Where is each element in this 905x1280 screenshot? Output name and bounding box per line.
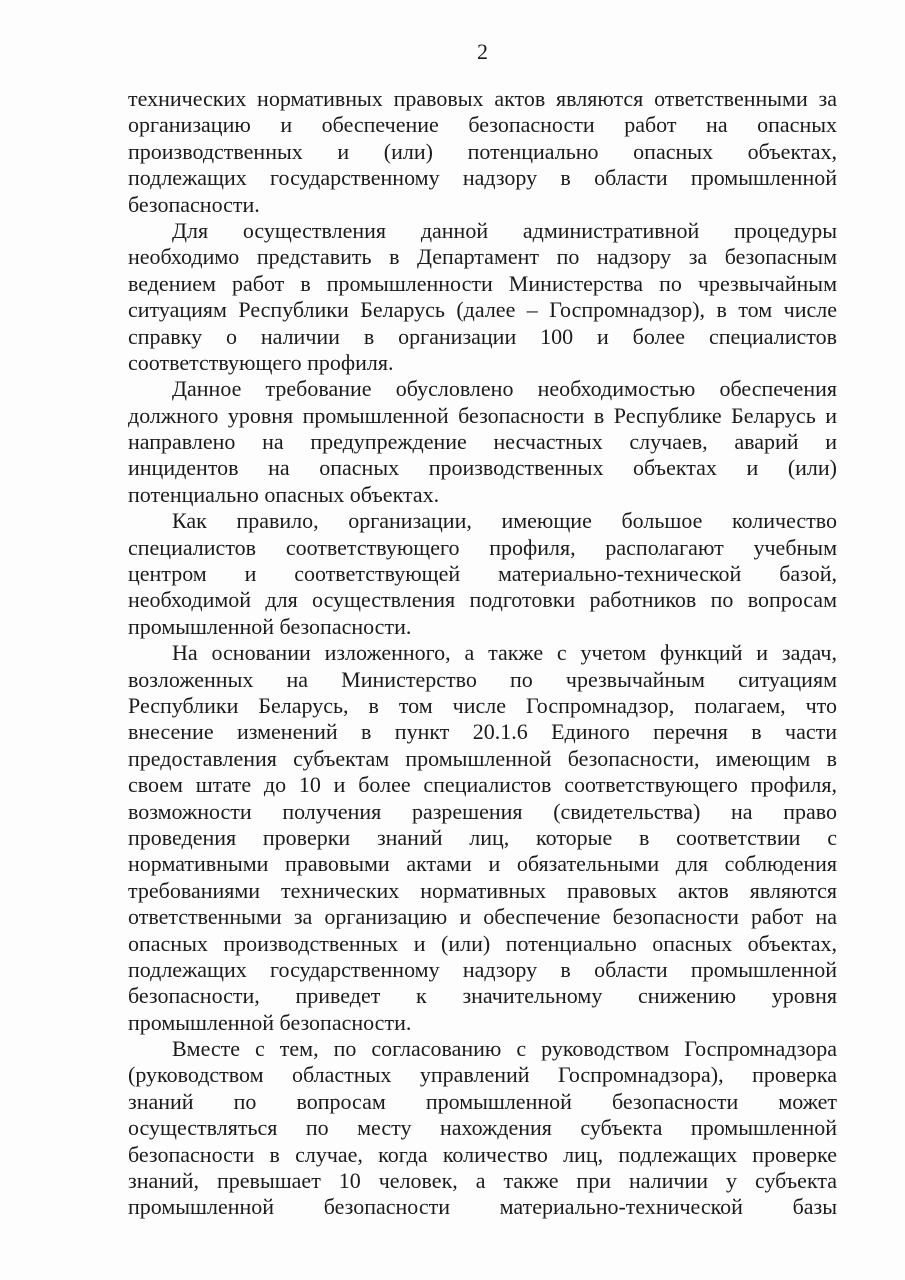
text-line: требованиями технических нормативных правовых актов являются bbox=[128, 877, 837, 903]
text-line: ситуациям Республики Беларусь (далее – Госпромнадзор), в том числе bbox=[128, 297, 837, 323]
paragraph-3 bbox=[128, 376, 837, 508]
text-line: направлено на предупреждение несчастных случаев, аварий и bbox=[128, 429, 837, 455]
paragraph-6 bbox=[128, 1036, 837, 1221]
text-line: промышленной безопасности. bbox=[128, 613, 412, 639]
text-line: ответственными за организацию и обеспечение безопасности работ на bbox=[128, 904, 837, 930]
text-line: предоставления субъектам промышленной безопасности, имеющим в bbox=[128, 745, 837, 771]
text-line: необходимой для осуществления подготовки работников по вопросам bbox=[128, 587, 837, 613]
text-line: своем штате до 10 и более специалистов соответствующего профиля, bbox=[128, 772, 837, 798]
text-line: Вместе с тем, по согласованию с руководством Госпромнадзора bbox=[172, 1036, 837, 1062]
text-line: подлежащих государственному надзору в области промышленной bbox=[128, 956, 837, 982]
text-line: проведения проверки знаний лиц, которые в соответствии с bbox=[128, 824, 837, 850]
text-line: На основании изложенного, а также с учетом функций и задач, bbox=[172, 640, 837, 666]
paragraph-2 bbox=[128, 218, 837, 376]
text-line: промышленной безопасности. bbox=[128, 1009, 412, 1035]
text-line: производственных и (или) потенциально опасных объектах, bbox=[128, 138, 837, 164]
text-line: потенциально опасных объектах. bbox=[128, 481, 440, 507]
paragraph-5 bbox=[128, 640, 837, 1036]
text-line: (руководством областных управлений Госпромнадзора), проверка bbox=[128, 1062, 837, 1088]
text-body bbox=[128, 86, 837, 1221]
text-line: необходимо представить в Департамент по надзору за безопасным bbox=[128, 244, 837, 270]
text-line: соответствующего профиля. bbox=[128, 349, 394, 375]
text-line: центром и соответствующей материально-технической базой, bbox=[128, 561, 837, 587]
text-line: Республики Беларусь, в том числе Госпромнадзор, полагаем, что bbox=[128, 692, 837, 718]
text-line: справку о наличии в организации 100 и более специалистов bbox=[128, 323, 837, 349]
text-line: опасных производственных и (или) потенциально опасных объектах, bbox=[128, 930, 837, 956]
text-line: Данное требование обусловлено необходимостью обеспечения bbox=[172, 376, 837, 402]
text-line: должного уровня промышленной безопасности в Республике Беларусь и bbox=[128, 402, 837, 428]
text-line: организацию и обеспечение безопасности работ на опасных bbox=[128, 112, 837, 138]
text-line: технических нормативных правовых актов являются ответственными за bbox=[128, 86, 837, 111]
text-line: инцидентов на опасных производственных объектах и (или) bbox=[128, 455, 837, 481]
text-line: внесение изменений в пункт 20.1.6 Единого перечня в части bbox=[128, 719, 837, 745]
text-line: Как правило, организации, имеющие большое количество bbox=[172, 508, 837, 534]
text-line: безопасности в случае, когда количество лиц, подлежащих проверке bbox=[128, 1141, 837, 1167]
page-number: 2 bbox=[477, 39, 488, 64]
text-line: безопасности, приведет к значительному снижению уровня bbox=[128, 983, 837, 1009]
text-line: знаний по вопросам промышленной безопасности может bbox=[128, 1088, 837, 1114]
paragraph-1 bbox=[128, 86, 837, 218]
text-line: подлежащих государственному надзору в области промышленной bbox=[128, 165, 837, 191]
text-line: специалистов соответствующего профиля, располагают учебным bbox=[128, 534, 837, 560]
text-line: нормативными правовыми актами и обязательными для соблюдения bbox=[128, 851, 837, 877]
text-line: знаний, превышает 10 человек, а также при наличии у субъекта bbox=[128, 1168, 837, 1194]
text-line: осуществляться по месту нахождения субъекта промышленной bbox=[128, 1115, 837, 1141]
text-line: безопасности. bbox=[128, 191, 260, 217]
text-line: Для осуществления данной административной процедуры bbox=[172, 217, 837, 243]
paragraph-4 bbox=[128, 508, 837, 640]
text-line: ведением работ в промышленности Министерства по чрезвычайным bbox=[128, 270, 837, 296]
text-line: промышленной безопасности материально-технической базы bbox=[128, 1194, 837, 1220]
text-line: возможности получения разрешения (свидетельства) на право bbox=[128, 798, 837, 824]
text-line: возложенных на Министерство по чрезвычайным ситуациям bbox=[128, 666, 837, 692]
